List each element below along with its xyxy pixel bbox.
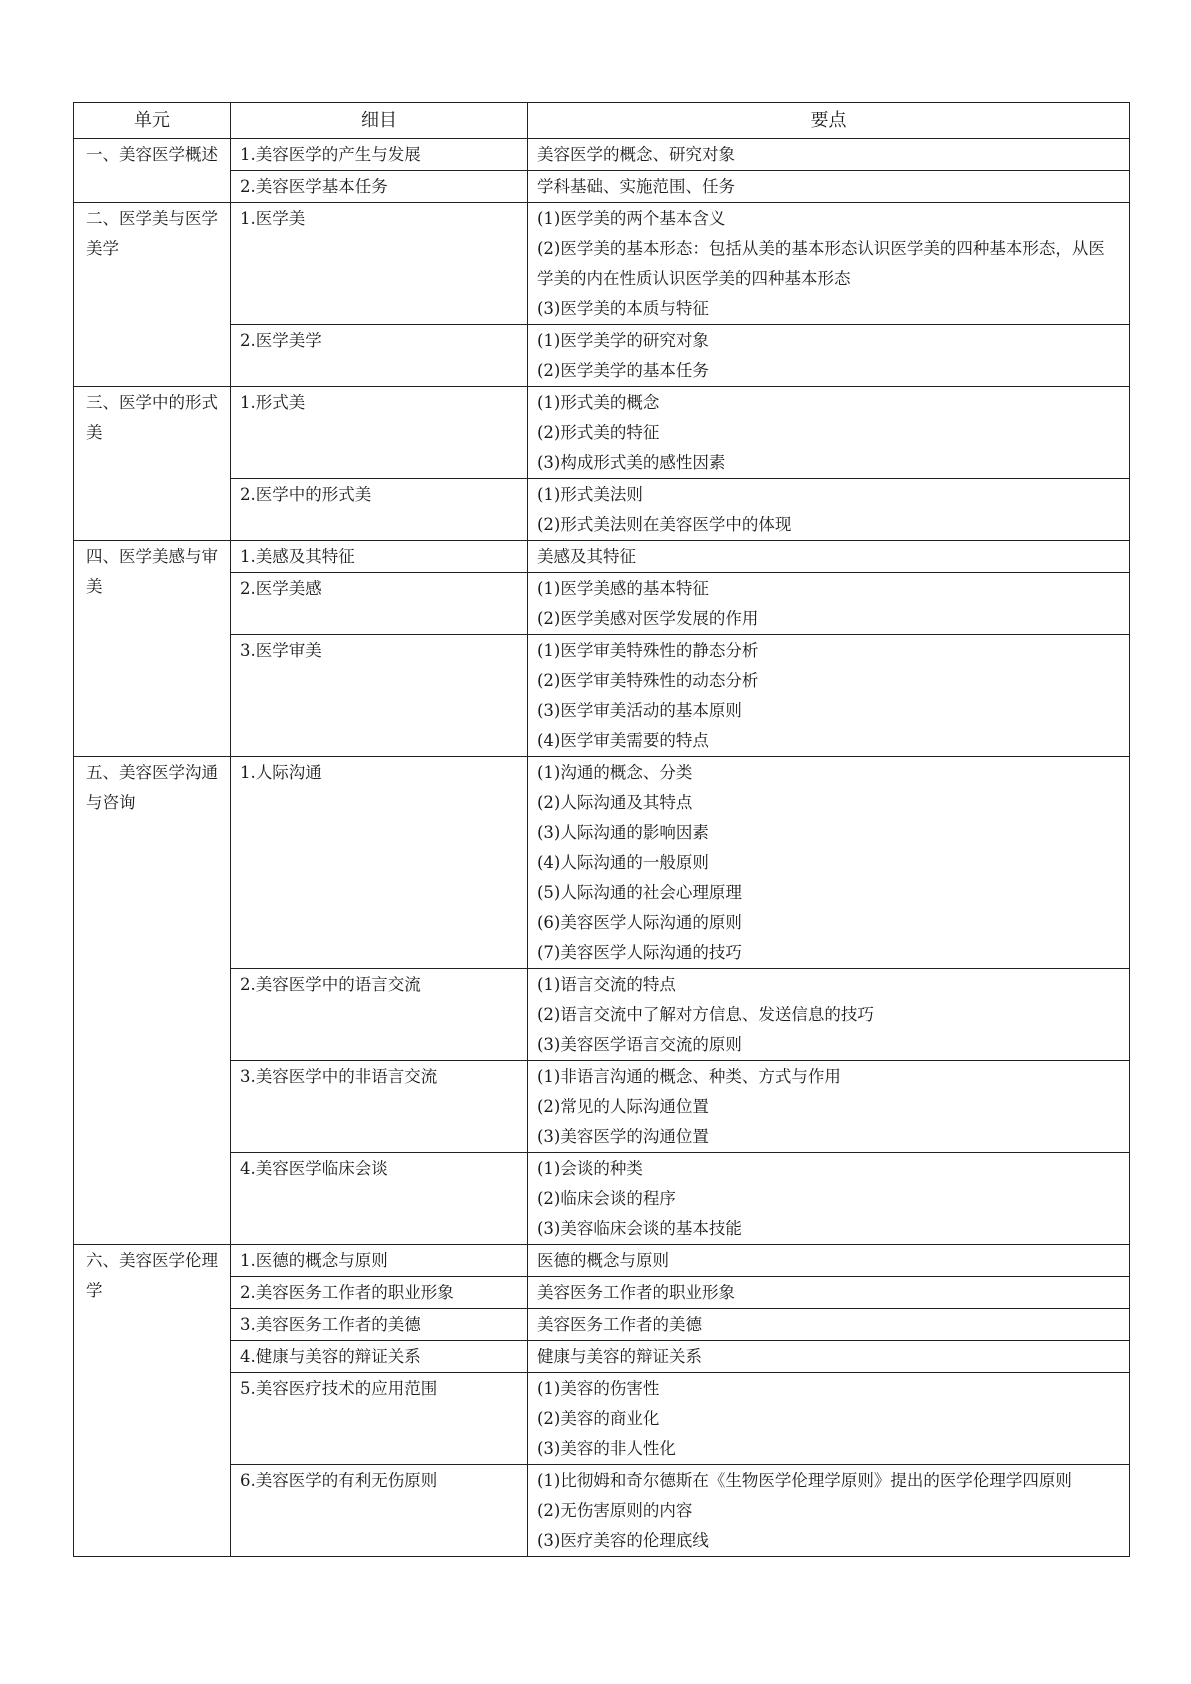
header-unit: 单元 <box>74 103 231 139</box>
table-row <box>74 1277 1130 1309</box>
item-cell: 5.美容医疗技术的应用范围 <box>231 1373 528 1465</box>
point-text: (1)沟通的概念、分类 <box>537 763 693 782</box>
points-cell <box>528 635 1130 757</box>
point-text: 美感及其特征 <box>537 547 636 566</box>
item-cell: 2.医学美感 <box>231 573 528 635</box>
points-cell <box>528 573 1130 635</box>
table-row <box>74 1245 1130 1277</box>
table-row <box>74 203 1130 325</box>
table-header <box>74 103 1130 139</box>
point-text: (1)会谈的种类 <box>537 1159 643 1178</box>
table-row <box>74 635 1130 757</box>
point-text: (3)美容医学的沟通位置 <box>537 1127 709 1146</box>
point-text: (3)美容医学语言交流的原则 <box>537 1035 742 1054</box>
points-cell <box>528 1341 1130 1373</box>
table-row <box>74 573 1130 635</box>
point-text: (5)人际沟通的社会心理原理 <box>537 883 742 902</box>
point-text: (3)医疗美容的伦理底线 <box>537 1531 709 1550</box>
table-body <box>74 139 1130 1557</box>
item-cell: 2.医学美学 <box>231 325 528 387</box>
points-cell <box>528 1245 1130 1277</box>
table-row <box>74 1309 1130 1341</box>
point-text: (1)医学美感的基本特征 <box>537 579 709 598</box>
points-cell <box>528 1373 1130 1465</box>
point-text: (2)医学美的基本形态：包括从美的基本形态认识医学美的四种基本形态，从医学美的内在性质认识医学美的四种基本形态 <box>537 239 1105 288</box>
points-cell <box>528 1153 1130 1245</box>
point-text: (3)医学美的本质与特征 <box>537 299 709 318</box>
point-text: (2)无伤害原则的内容 <box>537 1501 693 1520</box>
item-cell: 2.美容医务工作者的职业形象 <box>231 1277 528 1309</box>
point-text: (7)美容医学人际沟通的技巧 <box>537 943 742 962</box>
points-cell <box>528 325 1130 387</box>
points-cell <box>528 387 1130 479</box>
item-cell: 2.美容医学中的语言交流 <box>231 969 528 1061</box>
point-text: (2)美容的商业化 <box>537 1409 660 1428</box>
point-text: (3)医学审美活动的基本原则 <box>537 701 742 720</box>
table-row <box>74 1341 1130 1373</box>
point-text: (3)美容的非人性化 <box>537 1439 676 1458</box>
point-text: (2)形式美的特征 <box>537 423 660 442</box>
point-text: (2)医学审美特殊性的动态分析 <box>537 671 759 690</box>
header-points: 要点 <box>528 103 1130 139</box>
point-text: 美容医务工作者的职业形象 <box>537 1283 735 1302</box>
points-cell <box>528 1061 1130 1153</box>
point-text: 健康与美容的辩证关系 <box>537 1347 702 1366</box>
unit-cell: 六、美容医学伦理学 <box>74 1245 231 1557</box>
point-text: 美容医务工作者的美德 <box>537 1315 702 1334</box>
point-text: (1)非语言沟通的概念、种类、方式与作用 <box>537 1067 841 1086</box>
point-text: (2)常见的人际沟通位置 <box>537 1097 709 1116</box>
point-text: (3)人际沟通的影响因素 <box>537 823 709 842</box>
point-text: (4)人际沟通的一般原则 <box>537 853 709 872</box>
item-cell: 3.医学审美 <box>231 635 528 757</box>
table-row <box>74 969 1130 1061</box>
item-cell: 3.美容医务工作者的美德 <box>231 1309 528 1341</box>
table-row <box>74 387 1130 479</box>
point-text: (1)比彻姆和奇尔德斯在《生物医学伦理学原则》提出的医学伦理学四原则 <box>537 1471 1072 1490</box>
table-row <box>74 479 1130 541</box>
table-row <box>74 171 1130 203</box>
points-cell <box>528 203 1130 325</box>
point-text: (1)医学美学的研究对象 <box>537 331 709 350</box>
point-text: 医德的概念与原则 <box>537 1251 669 1270</box>
point-text: (2)语言交流中了解对方信息、发送信息的技巧 <box>537 1005 874 1024</box>
point-text: 美容医学的概念、研究对象 <box>537 145 735 164</box>
item-cell: 2.医学中的形式美 <box>231 479 528 541</box>
header-row <box>74 103 1130 139</box>
point-text: (1)形式美法则 <box>537 485 643 504</box>
item-cell: 3.美容医学中的非语言交流 <box>231 1061 528 1153</box>
points-cell <box>528 757 1130 969</box>
points-cell <box>528 479 1130 541</box>
item-cell: 4.美容医学临床会谈 <box>231 1153 528 1245</box>
unit-cell: 一、美容医学概述 <box>74 139 231 203</box>
points-cell <box>528 1309 1130 1341</box>
points-cell <box>528 541 1130 573</box>
point-text: (1)语言交流的特点 <box>537 975 676 994</box>
table-row <box>74 1153 1130 1245</box>
points-cell <box>528 969 1130 1061</box>
table-row <box>74 139 1130 171</box>
item-cell: 1.人际沟通 <box>231 757 528 969</box>
table-row <box>74 1465 1130 1557</box>
table-row <box>74 325 1130 387</box>
item-cell: 1.医德的概念与原则 <box>231 1245 528 1277</box>
point-text: (2)医学美感对医学发展的作用 <box>537 609 759 628</box>
points-cell <box>528 139 1130 171</box>
points-cell <box>528 1277 1130 1309</box>
point-text: (2)医学美学的基本任务 <box>537 361 709 380</box>
item-cell: 4.健康与美容的辩证关系 <box>231 1341 528 1373</box>
item-cell: 2.美容医学基本任务 <box>231 171 528 203</box>
header-item: 细目 <box>231 103 528 139</box>
points-cell <box>528 1465 1130 1557</box>
point-text: (2)人际沟通及其特点 <box>537 793 693 812</box>
point-text: (1)医学美的两个基本含义 <box>537 209 726 228</box>
point-text: (1)美容的伤害性 <box>537 1379 660 1398</box>
table-row <box>74 1061 1130 1153</box>
syllabus-table <box>73 102 1130 1557</box>
item-cell: 1.美容医学的产生与发展 <box>231 139 528 171</box>
unit-cell: 四、医学美感与审美 <box>74 541 231 757</box>
table-row <box>74 541 1130 573</box>
item-cell: 1.医学美 <box>231 203 528 325</box>
point-text: 学科基础、实施范围、任务 <box>537 177 735 196</box>
point-text: (1)医学审美特殊性的静态分析 <box>537 641 759 660</box>
unit-cell: 二、医学美与医学美学 <box>74 203 231 387</box>
item-cell: 1.形式美 <box>231 387 528 479</box>
point-text: (6)美容医学人际沟通的原则 <box>537 913 742 932</box>
point-text: (1)形式美的概念 <box>537 393 660 412</box>
item-cell: 1.美感及其特征 <box>231 541 528 573</box>
table-row <box>74 757 1130 969</box>
table-row <box>74 1373 1130 1465</box>
point-text: (3)构成形式美的感性因素 <box>537 453 726 472</box>
points-cell <box>528 171 1130 203</box>
item-cell: 6.美容医学的有利无伤原则 <box>231 1465 528 1557</box>
point-text: (2)形式美法则在美容医学中的体现 <box>537 515 792 534</box>
point-text: (2)临床会谈的程序 <box>537 1189 676 1208</box>
point-text: (3)美容临床会谈的基本技能 <box>537 1219 742 1238</box>
unit-cell: 五、美容医学沟通与咨询 <box>74 757 231 1245</box>
point-text: (4)医学审美需要的特点 <box>537 731 709 750</box>
unit-cell: 三、医学中的形式美 <box>74 387 231 541</box>
